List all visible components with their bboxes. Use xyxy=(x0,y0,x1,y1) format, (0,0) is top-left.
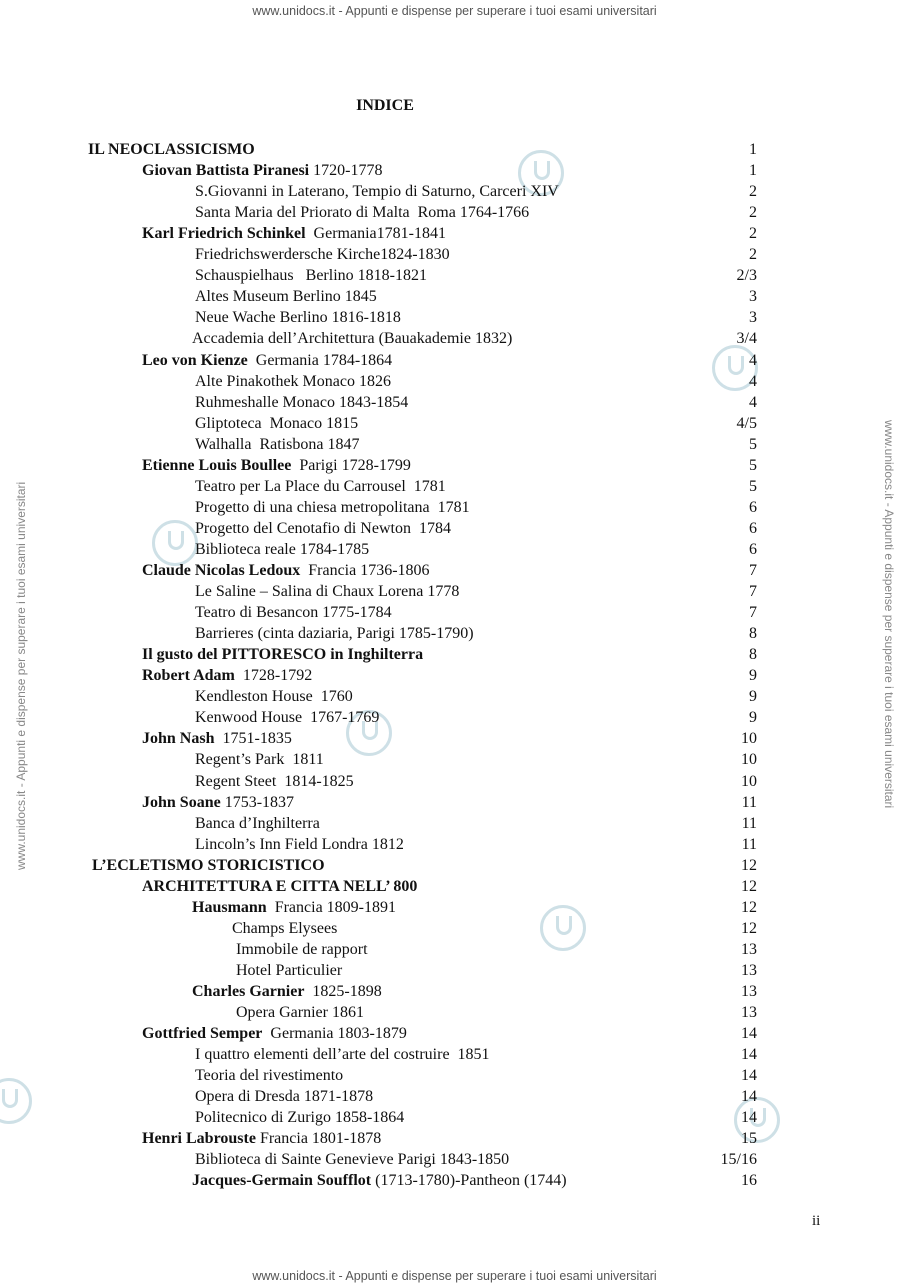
toc-entry-title xyxy=(236,960,342,981)
toc-entry-title xyxy=(195,202,529,223)
toc-entry xyxy=(92,855,757,876)
toc-entry xyxy=(195,518,757,539)
toc-entry-title xyxy=(192,981,382,1002)
toc-entry xyxy=(236,1002,757,1023)
toc-entry-page: 4 xyxy=(749,372,757,390)
toc-entry-title xyxy=(195,686,353,707)
toc-entry-detail: Accademia dell’Architettura (Bauakademie 1832) xyxy=(192,330,513,348)
toc-entry xyxy=(195,1149,757,1170)
toc-entry-detail: Germania 1784-1864 xyxy=(247,351,393,369)
toc-entry xyxy=(195,286,757,307)
toc-entry-page: 13 xyxy=(741,983,757,1000)
toc-entry-page: 7 xyxy=(749,604,757,622)
top-watermark-banner: www.unidocs.it - Appunti e dispense per superare i tuoi esami universitari xyxy=(252,4,657,18)
toc-entry-title xyxy=(142,876,417,897)
toc-entry-page: 14 xyxy=(741,1067,757,1085)
toc-entry-title xyxy=(195,834,404,855)
toc-entry xyxy=(142,665,757,686)
toc-entry-page: 12 xyxy=(741,877,757,895)
toc-entry-title xyxy=(195,1044,490,1065)
toc-entry xyxy=(142,160,757,181)
toc-entry xyxy=(195,602,757,623)
toc-entry-page: 14 xyxy=(741,1046,757,1064)
toc-entry-page: 10 xyxy=(741,730,757,748)
toc-entry-page: 4/5 xyxy=(736,414,757,432)
page-number: ii xyxy=(812,1213,821,1229)
toc-entry xyxy=(195,1086,757,1107)
toc-entry-page: 11 xyxy=(741,814,757,832)
toc-entry-heading: John Nash xyxy=(142,730,215,748)
page-title: INDICE xyxy=(356,97,414,114)
toc-entry xyxy=(195,265,757,286)
toc-entry xyxy=(195,834,757,855)
toc-entry-title xyxy=(195,623,474,644)
toc-entry-detail: Hotel Particulier xyxy=(236,961,343,979)
toc-entry-page: 7 xyxy=(749,583,757,601)
toc-entry-page: 10 xyxy=(741,772,757,790)
toc-entry-detail: Champs Elysees xyxy=(232,919,338,937)
toc-entry-detail: Teoria del rivestimento xyxy=(195,1067,344,1085)
toc-entry-page: 11 xyxy=(741,835,757,853)
toc-entry-page: 9 xyxy=(749,667,757,685)
toc-entry-page: 13 xyxy=(741,1004,757,1022)
toc-entry-title xyxy=(195,1086,373,1107)
toc-entry-detail: Santa Maria del Priorato di Malta Roma 1764-1766 xyxy=(195,204,530,222)
toc-entry xyxy=(142,1023,757,1044)
toc-entry-detail: Teatro di Besancon 1775-1784 xyxy=(195,604,392,622)
toc-entry-page: 7 xyxy=(749,562,757,579)
toc-entry-title xyxy=(142,1128,381,1149)
toc-entry-detail: Parigi 1728-1799 xyxy=(291,456,411,474)
toc-entry-detail: Francia 1801-1878 xyxy=(255,1130,382,1148)
toc-entry-detail: Le Saline – Salina di Chaux Lorena 1778 xyxy=(195,583,460,601)
toc-entry xyxy=(195,813,757,834)
toc-entry-detail: Germania1781-1841 xyxy=(305,225,446,243)
toc-entry-title xyxy=(195,392,408,413)
toc-entry-title xyxy=(195,371,391,392)
toc-entry-title xyxy=(195,581,459,602)
toc-entry-page: 14 xyxy=(741,1088,757,1106)
toc-entry-page: 1 xyxy=(749,141,757,158)
toc-entry xyxy=(142,644,757,665)
toc-entry xyxy=(195,244,757,265)
toc-entry-title xyxy=(142,1023,407,1044)
toc-entry-title xyxy=(92,855,325,876)
toc-entry xyxy=(195,581,757,602)
toc-entry-detail: Altes Museum Berlino 1845 xyxy=(195,288,377,306)
toc-entry-page: 1 xyxy=(749,162,757,180)
toc-entry xyxy=(195,686,757,707)
toc-entry-page: 3/4 xyxy=(736,330,757,348)
toc-entry-title xyxy=(195,518,451,539)
toc-entry xyxy=(195,392,757,413)
toc-entry-heading: Hausmann xyxy=(192,898,267,916)
toc-entry-page: 10 xyxy=(741,751,757,769)
toc-entry-title xyxy=(192,328,512,349)
toc-entry-heading: L’ECLETISMO STORICISTICO xyxy=(92,856,325,874)
toc-entry-page: 2 xyxy=(749,183,757,201)
left-watermark-text: www.unidocs.it - Appunti e dispense per superare i tuoi esami universitari xyxy=(14,481,28,870)
toc-entry-page: 13 xyxy=(741,961,757,979)
toc-entry-page: 9 xyxy=(749,688,757,706)
toc-entry-page: 3 xyxy=(749,309,757,327)
toc-entry xyxy=(195,771,757,792)
toc-entry-title xyxy=(195,749,324,770)
toc-entry xyxy=(195,1107,757,1128)
toc-entry-title xyxy=(195,539,369,560)
toc-entry-page: 12 xyxy=(741,919,757,937)
toc-entry-heading: John Soane xyxy=(142,793,221,811)
toc-entry-detail: Germania 1803-1879 xyxy=(262,1025,407,1043)
toc-entry-detail: Gliptoteca Monaco 1815 xyxy=(195,414,359,432)
toc-entry-page: 2 xyxy=(749,246,757,264)
toc-entry xyxy=(192,897,757,918)
toc-entry-page: 6 xyxy=(749,498,757,516)
toc-entry-detail: Kenwood House 1767-1769 xyxy=(195,709,380,727)
toc-entry xyxy=(195,497,757,518)
toc-entry xyxy=(195,1065,757,1086)
toc-entry-title xyxy=(195,1065,343,1086)
toc-entry xyxy=(195,749,757,770)
toc-entry-heading: Gottfried Semper xyxy=(142,1025,263,1043)
toc-entry-heading: Leo von Kienze xyxy=(142,351,248,369)
toc-entry-page: 13 xyxy=(741,940,757,958)
toc-entry-title xyxy=(195,497,470,518)
toc-entry xyxy=(192,981,757,1002)
toc-entry-title xyxy=(195,476,446,497)
toc-entry-title xyxy=(232,918,337,939)
toc-entry-detail: Regent Steet 1814-1825 xyxy=(195,772,354,790)
toc-entry xyxy=(192,328,757,349)
toc-entry xyxy=(195,434,757,455)
toc-entry-detail: 1728-1792 xyxy=(234,667,313,685)
toc-entry-detail: Opera di Dresda 1871-1878 xyxy=(195,1088,374,1106)
toc-entry-title xyxy=(195,1149,509,1170)
toc-entry-title xyxy=(195,813,320,834)
toc-entry-page: 5 xyxy=(749,435,757,453)
toc-entry-title xyxy=(195,771,354,792)
toc-entry-title xyxy=(236,1002,364,1023)
toc-entry-detail: Immobile de rapport xyxy=(236,940,368,958)
toc-entry-detail: Politecnico di Zurigo 1858-1864 xyxy=(195,1109,405,1127)
toc-entry-page: 8 xyxy=(749,625,757,643)
toc-entry-title xyxy=(195,602,392,623)
bottom-watermark-banner: www.unidocs.it - Appunti e dispense per superare i tuoi esami universitari xyxy=(252,1269,657,1283)
toc-entry-page: 12 xyxy=(741,898,757,916)
toc-entry-title xyxy=(195,413,358,434)
toc-entry-page: 16 xyxy=(741,1172,757,1190)
toc-entry-page: 2 xyxy=(749,204,757,222)
toc-entry-title xyxy=(195,1107,404,1128)
toc-entry-title xyxy=(195,434,359,455)
toc-entry-title xyxy=(142,792,294,813)
toc-entry-page: 2/3 xyxy=(736,267,757,285)
toc-entry-detail: Biblioteca reale 1784-1785 xyxy=(195,540,370,558)
toc-entry-detail: Progetto di una chiesa metropolitana 1781 xyxy=(195,498,470,516)
toc-entry-title xyxy=(192,897,396,918)
toc-entry-detail: I quattro elementi dell’arte del costruire 1851 xyxy=(195,1046,490,1064)
toc-entry-page: 15 xyxy=(741,1130,757,1148)
toc-entry-heading: Charles Garnier xyxy=(192,983,305,1000)
toc-entry xyxy=(195,307,757,328)
toc-entry-title xyxy=(192,1170,567,1191)
toc-entry-title xyxy=(142,160,382,181)
toc-entry-title xyxy=(236,939,368,960)
toc-entry-heading: Il gusto del PITTORESCO in Inghilterra xyxy=(142,646,424,664)
right-watermark-text: www.unidocs.it - Appunti e dispense per superare i tuoi esami universitari xyxy=(882,420,896,809)
toc-entry-heading: Henri Labrouste xyxy=(142,1130,256,1148)
toc-entry-heading: Robert Adam xyxy=(142,667,235,685)
toc-entry-heading: IL NEOCLASSICISMO xyxy=(88,141,255,158)
toc-entry xyxy=(236,939,757,960)
toc-entry-detail: Barrieres (cinta daziaria, Parigi 1785-1790) xyxy=(195,625,474,643)
toc-entry-detail: Friedrichswerdersche Kirche1824-1830 xyxy=(195,246,450,264)
toc-entry xyxy=(195,539,757,560)
toc-entry-page: 5 xyxy=(749,477,757,495)
toc-entry xyxy=(195,371,757,392)
toc-entry xyxy=(236,960,757,981)
toc-entry-title xyxy=(142,223,446,244)
toc-entry-page: 6 xyxy=(749,540,757,558)
toc-entry-page: 9 xyxy=(749,709,757,727)
toc-entry-detail: (1713-1780)-Pantheon (1744) xyxy=(371,1172,567,1190)
toc-entry-heading: Jacques-Germain Soufflot xyxy=(192,1172,372,1190)
toc-entry-title xyxy=(142,455,411,476)
toc-entry xyxy=(195,1044,757,1065)
toc-entry-detail: 1825-1898 xyxy=(304,983,382,1000)
toc-entry xyxy=(142,560,757,581)
toc-entry-heading: Giovan Battista Piranesi xyxy=(142,162,310,180)
toc-entry-title xyxy=(195,265,427,286)
toc-entry-heading: Karl Friedrich Schinkel xyxy=(142,225,306,243)
toc-entry-title xyxy=(195,707,379,728)
toc-entry-page: 14 xyxy=(741,1025,757,1043)
toc-entry-page: 11 xyxy=(741,793,757,811)
toc-entry-page: 4 xyxy=(749,351,757,369)
toc-entry-detail: Schauspielhaus Berlino 1818-1821 xyxy=(195,267,427,285)
toc-entry-title xyxy=(142,644,423,665)
toc-entry-detail: Opera Garnier 1861 xyxy=(236,1004,364,1022)
toc-entry-title xyxy=(195,286,377,307)
toc-entry xyxy=(195,413,757,434)
toc-entry-page: 3 xyxy=(749,288,757,306)
toc-entry xyxy=(142,350,757,371)
toc-entry-title xyxy=(142,350,392,371)
toc-entry-page: 12 xyxy=(741,856,757,874)
toc-entry-detail: Lincoln’s Inn Field Londra 1812 xyxy=(195,835,404,853)
toc-entry-detail: S.Giovanni in Laterano, Tempio di Saturno, Carceri XIV xyxy=(195,183,559,201)
toc-entry-detail: Progetto del Cenotafio di Newton 1784 xyxy=(195,519,451,537)
toc-entry-heading: ARCHITETTURA E CITTA NELL’ 800 xyxy=(142,877,418,895)
toc-entry-heading: Claude Nicolas Ledoux xyxy=(142,562,301,579)
toc-entry xyxy=(142,455,757,476)
toc-entry-page: 14 xyxy=(741,1109,757,1127)
toc-entry-detail: 1720-1778 xyxy=(309,162,383,180)
toc-entry-page: 6 xyxy=(749,519,757,537)
toc-entry-heading: Etienne Louis Boullee xyxy=(142,456,292,474)
toc-entry-page: 4 xyxy=(749,393,757,411)
toc-entry-detail: Banca d’Inghilterra xyxy=(195,814,320,832)
toc-entry-page: 15/16 xyxy=(720,1151,757,1169)
toc-entry xyxy=(142,728,757,749)
toc-entry xyxy=(195,202,757,223)
toc-entry xyxy=(195,707,757,728)
toc-entry xyxy=(232,918,757,939)
toc-entry xyxy=(195,623,757,644)
toc-entry xyxy=(88,139,757,160)
toc-entry xyxy=(142,876,757,897)
toc-entry-title xyxy=(195,244,450,265)
toc-entry-detail: Biblioteca di Sainte Genevieve Parigi 1843-1850 xyxy=(195,1151,510,1169)
toc-entry-title xyxy=(195,181,559,202)
toc-entry-page: 8 xyxy=(749,646,757,664)
toc-entry-title xyxy=(195,307,401,328)
toc-entry-title xyxy=(142,728,292,749)
toc-entry xyxy=(195,181,757,202)
toc-entry-detail: Kendleston House 1760 xyxy=(195,688,353,706)
toc-entry-detail: 1751-1835 xyxy=(214,730,292,748)
toc-entry-page: 2 xyxy=(749,225,757,243)
toc-entry-page: 5 xyxy=(749,456,757,474)
toc-entry-detail: Ruhmeshalle Monaco 1843-1854 xyxy=(195,393,409,411)
toc-entry-detail: 1753-1837 xyxy=(220,793,295,811)
toc-entry-detail: Francia 1736-1806 xyxy=(300,562,430,579)
toc-entry-title xyxy=(88,139,255,160)
toc-entry xyxy=(195,476,757,497)
toc-entry xyxy=(142,1128,757,1149)
toc-entry xyxy=(142,223,757,244)
toc-entry-title xyxy=(142,665,312,686)
toc-entry xyxy=(192,1170,757,1191)
toc-entry-detail: Francia 1809-1891 xyxy=(266,898,397,916)
toc-entry-detail: Walhalla Ratisbona 1847 xyxy=(195,435,360,453)
toc-entry xyxy=(142,792,757,813)
toc-entry-detail: Regent’s Park 1811 xyxy=(195,751,324,769)
toc-entry-detail: Alte Pinakothek Monaco 1826 xyxy=(195,372,391,390)
toc-entry-detail: Teatro per La Place du Carrousel 1781 xyxy=(195,477,446,495)
toc-entry-title xyxy=(142,560,430,581)
toc-entry-detail: Neue Wache Berlino 1816-1818 xyxy=(195,309,401,327)
